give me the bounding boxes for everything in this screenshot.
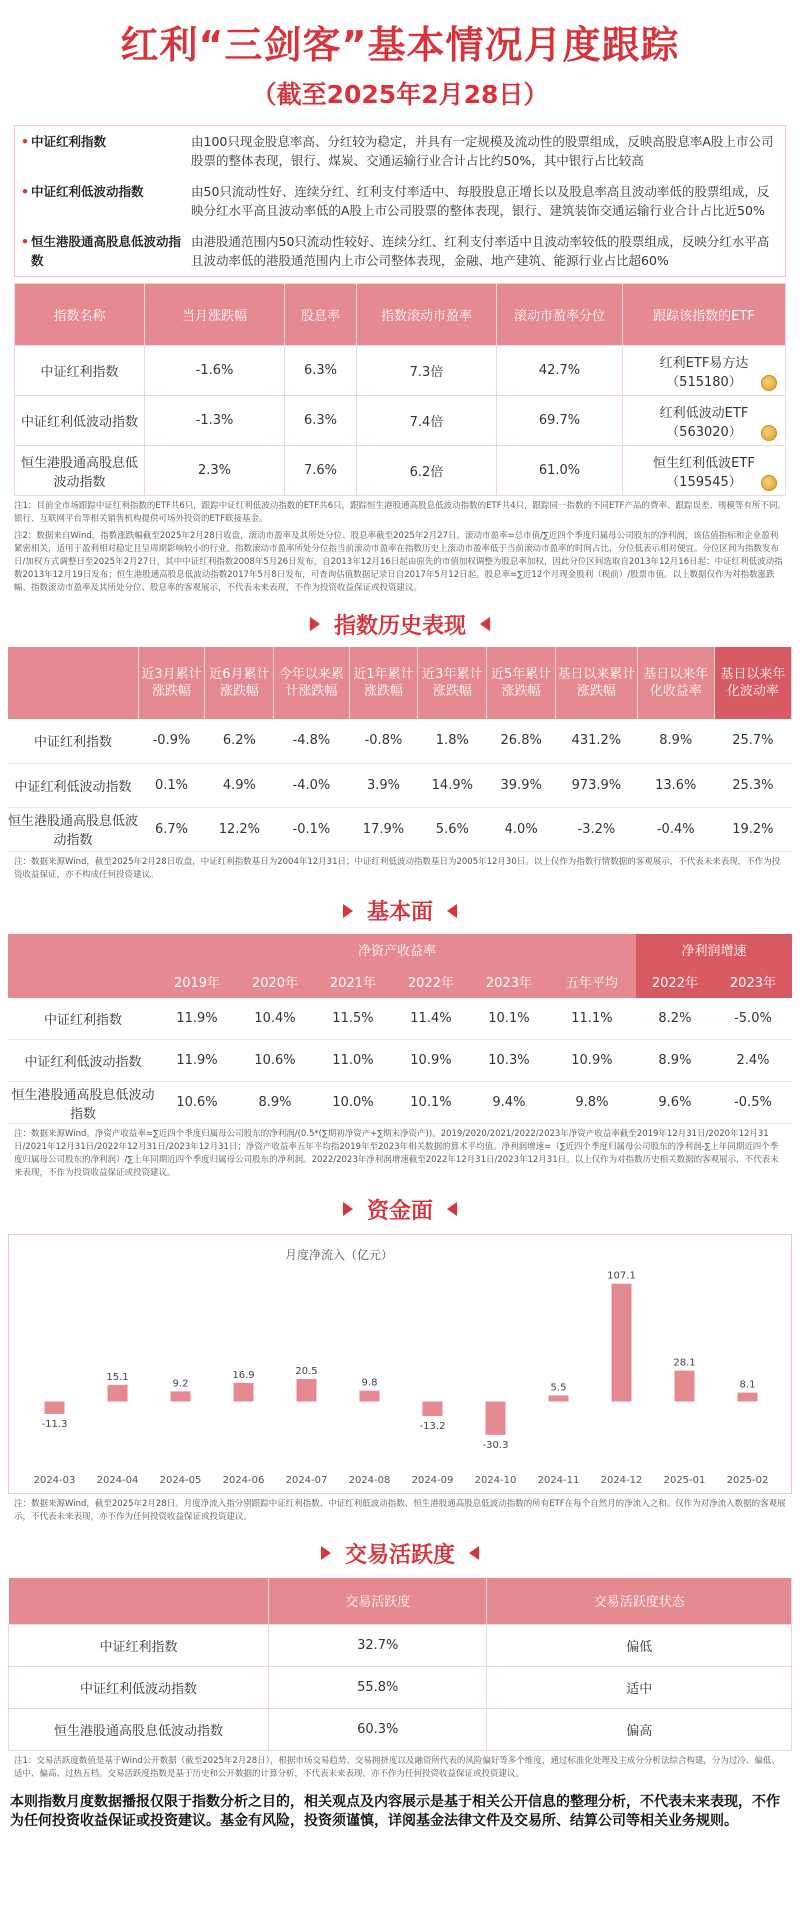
cell: 10.1% bbox=[470, 998, 548, 1040]
bar-2025-02 bbox=[738, 1393, 758, 1402]
bar-2024-03 bbox=[45, 1402, 65, 1414]
index-name: 恒生港股通高股息低波动指数 bbox=[9, 1708, 269, 1750]
cell: 39.9% bbox=[487, 763, 556, 807]
cell: 5.6% bbox=[418, 807, 487, 851]
cell: -0.8% bbox=[349, 719, 418, 763]
dividend-yield: 6.3% bbox=[285, 396, 357, 446]
col-header: 2021年 bbox=[314, 966, 392, 998]
index-name: 中证红利低波动指数 bbox=[8, 1040, 158, 1082]
x-tick-label: 2024-03 bbox=[33, 1475, 76, 1486]
col-header: 2019年 bbox=[158, 966, 236, 998]
cell: 12.2% bbox=[205, 807, 274, 851]
net-inflow-chart-svg bbox=[9, 1235, 793, 1495]
triangle-left-icon bbox=[447, 1202, 457, 1216]
index-name: 中证红利指数 bbox=[8, 998, 158, 1040]
col-header: 交易活跃度状态 bbox=[487, 1578, 792, 1624]
section-header-fundamentals bbox=[0, 896, 800, 926]
data-label: 9.8 bbox=[361, 1377, 378, 1389]
col-header: 股息率 bbox=[285, 284, 357, 346]
col-header: 基日以来年化波动率 bbox=[714, 647, 791, 719]
section-title: 基本面 bbox=[366, 900, 433, 925]
activity-note: 注1：交易活跃度数值是基于Wind公开数据（截至2025年2月28日），根据市场交易趋势、交易拥挤度以及融资所代表的风险偏好等多个维度，通过标准化处理及主成分分析法综合构建，分为过冷、偏低、适中、偏高、过热五档。交易活跃度指数是基于历史和公开数据的计算分析，不代表未来表现，亦不作为任何投资收益保证或投资建议。 bbox=[14, 1755, 780, 1779]
cell: -0.5% bbox=[714, 1082, 792, 1124]
col-header-empty bbox=[8, 647, 138, 719]
col-header: 2023年 bbox=[714, 966, 792, 998]
activity-status: 偏高 bbox=[487, 1708, 792, 1750]
footnote-2: 注2：数据来自Wind，指数涨跌幅截至2025年2月28日收盘，滚动市盈率及其所处分位、股息率截至2025年2月27日。滚动市盈率=总市值/∑近四个季度归属母公司股东的净利润，该估值指标和企业盈利紧密相关，适用于盈利相对稳定且呈周期影响较小的行业。指数滚动市盈率所处分位指当前滚动市盈率在指数历史上滚动市盈率低于当前滚动市盈率的时间占比，分位低表示相对便宜。分位区间为指数发布日/加权方式调整日至2025年2月27日，其中中证红利指数2008年5月26日发布，自2013年12月16日起由原先的市值加权调整为股息率加权，因此分位区间选取自2013年12月16日起；中证红利低波动指数2013年12月19日发布；恒生港股通高股息低波动指数2017年5月8日发布，可查询估值数据记录日自2017年5月12日起。股息率=∑近12个月现金股利（税前）/股票市值。以上数据仅作为对指数涨跌幅、指数滚动市盈率及其所处分位、股息率的客观展示，不代表未来表现，不作为投资收益保证或投资建议。 bbox=[14, 531, 783, 593]
triangle-left-icon bbox=[447, 904, 457, 918]
monthly-change: -1.6% bbox=[145, 346, 285, 396]
data-label: 107.1 bbox=[607, 1270, 636, 1282]
bar-2024-12 bbox=[612, 1284, 632, 1402]
history-table bbox=[8, 647, 792, 852]
table-row bbox=[15, 446, 786, 496]
cell: -4.8% bbox=[274, 719, 349, 763]
index-name: 恒生港股通高股息低波动指数 bbox=[8, 1082, 158, 1124]
data-label: -11.3 bbox=[41, 1418, 68, 1430]
col-header-empty bbox=[8, 934, 158, 966]
medal-icon bbox=[761, 375, 777, 391]
dividend-yield: 7.6% bbox=[285, 446, 357, 496]
etf-cell[interactable] bbox=[623, 346, 786, 396]
table-row bbox=[8, 807, 792, 851]
cell: 8.2% bbox=[636, 998, 714, 1040]
index-descriptions bbox=[14, 125, 786, 277]
cell: 6.2% bbox=[205, 719, 274, 763]
col-header: 2020年 bbox=[236, 966, 314, 998]
cell: 11.5% bbox=[314, 998, 392, 1040]
section-header-flows bbox=[0, 1194, 800, 1224]
col-header: 近3月累计涨跌幅 bbox=[138, 647, 205, 719]
triangle-right-icon bbox=[343, 1202, 353, 1216]
flows-note: 注：数据来源Wind，截至2025年2月28日。月度净流入指分别跟踪中证红利指数、中证红利低波动指数、恒生港股通高股息低波动指数的所有ETF在每个自然月的净流入之和。仅作为对净流入数据的客观展示，不代表未来表现，亦不作为任何投资收益保证或投资建议。 bbox=[14, 1499, 786, 1522]
cell: -0.1% bbox=[274, 807, 349, 851]
pe-percentile: 61.0% bbox=[497, 446, 623, 496]
footnote-1: 注1：目前全市场跟踪中证红利指数的ETF共6只，跟踪中证红利低波动指数的ETF共6只，跟踪恒生港股通高股息低波动指数的ETF共4只，跟踪同一指数的不同ETF产品的费率、跟踪误差、规模等有所不同。银行、互联网平台等相关销售机构提供可场外投资的ETF联接基金。 bbox=[14, 501, 786, 524]
desc-text: 由100只现金股息率高、分红较为稳定，并具有一定规模及流动性的股票组成，反映高股息率A股上市公司股票的整体表现，银行、煤炭、交通运输行业合计占比约50%，其中银行占比较高 bbox=[191, 134, 774, 168]
cell: 8.9% bbox=[637, 719, 714, 763]
x-tick-label: 2025-02 bbox=[726, 1475, 769, 1486]
cell: 10.1% bbox=[392, 1082, 470, 1124]
section-title: 资金面 bbox=[366, 1198, 433, 1224]
activity-table bbox=[8, 1578, 792, 1751]
net-inflow-chart bbox=[8, 1234, 792, 1494]
data-label: -30.3 bbox=[482, 1439, 509, 1451]
cell: -0.4% bbox=[637, 807, 714, 851]
table-row bbox=[8, 763, 792, 807]
col-header: 五年平均 bbox=[548, 966, 636, 998]
index-name: 中证红利低波动指数 bbox=[15, 396, 145, 446]
cell: 19.2% bbox=[714, 807, 791, 851]
activity-value: 32.7% bbox=[269, 1624, 487, 1666]
cell: 11.4% bbox=[392, 998, 470, 1040]
table-row bbox=[9, 1666, 792, 1708]
page-subtitle: （截至2025年2月28日） bbox=[251, 80, 549, 109]
cell: 973.9% bbox=[556, 763, 638, 807]
col-header: 基日以来累计涨跌幅 bbox=[556, 647, 638, 719]
data-label: 15.1 bbox=[106, 1371, 129, 1383]
index-name: 中证红利低波动指数 bbox=[8, 763, 138, 807]
index-name: 中证红利指数 bbox=[15, 346, 145, 396]
cell: 9.4% bbox=[470, 1082, 548, 1124]
cell: 4.0% bbox=[487, 807, 556, 851]
table-row bbox=[8, 998, 792, 1040]
activity-value: 55.8% bbox=[269, 1666, 487, 1708]
cell: 10.0% bbox=[314, 1082, 392, 1124]
desc-name: • 中证红利低波动指数 bbox=[21, 182, 191, 220]
desc-name: • 恒生港股通高股息低波动指数 bbox=[21, 232, 191, 270]
index-name: 中证红利指数 bbox=[8, 719, 138, 763]
cell: 14.9% bbox=[418, 763, 487, 807]
cell: 11.9% bbox=[158, 998, 236, 1040]
history-note: 注：数据来源Wind，截至2025年2月28日收盘，中证红利指数基日为2004年12月31日；中证红利低波动指数基日为2005年12月30日。以上仅作为指数行情数据的客观展示，不代表未来表现，不作为投资收益保证，亦不构成任何投资建议。 bbox=[14, 856, 781, 880]
monthly-change: 2.3% bbox=[145, 446, 285, 496]
x-tick-label: 2024-09 bbox=[411, 1475, 454, 1486]
bar-2024-08 bbox=[360, 1391, 380, 1402]
section-title: 交易活跃度 bbox=[344, 1542, 455, 1568]
triangle-left-icon bbox=[469, 1546, 479, 1560]
x-tick-label: 2024-08 bbox=[348, 1475, 391, 1486]
etf-cell[interactable] bbox=[623, 446, 786, 496]
col-header: 近3年累计涨跌幅 bbox=[418, 647, 487, 719]
overview-table bbox=[14, 283, 786, 496]
activity-value: 60.3% bbox=[269, 1708, 487, 1750]
desc-text: 由50只流动性好、连续分红、红利支付率适中、每股股息正增长以及股息率高且波动率低的股票组成，反映分红水平高且波动率低的A股上市公司股票的整体表现，银行、建筑装饰交通运输行业合计占比近50% bbox=[191, 184, 770, 218]
cell: 6.7% bbox=[138, 807, 205, 851]
desc-row bbox=[15, 226, 785, 276]
pe-percentile: 69.7% bbox=[497, 396, 623, 446]
group-header-roe: 净资产收益率 bbox=[158, 934, 636, 966]
activity-status: 偏低 bbox=[487, 1624, 792, 1666]
col-header: 指数名称 bbox=[15, 284, 145, 346]
activity-status: 适中 bbox=[487, 1666, 792, 1708]
section-header-history bbox=[0, 609, 800, 639]
bar-2024-09 bbox=[423, 1402, 443, 1417]
data-label: 20.5 bbox=[295, 1365, 318, 1377]
etf-code: （563020） bbox=[666, 424, 742, 440]
fundamentals-note: 注：数据来源Wind。净资产收益率=∑近四个季度归属母公司股东的净利润/(0.5*(∑期初净资产+∑期末净资产))。2019/2020/2021/2022/2023年净资产收益率截至2019年12月31日/2020年12月31日/2021年12月31日/2022年12月31日/2023年12月31日；净资产收益率五年平均指2019年至2023年相关数据的算术平均值。净利润增速=（∑近四个季度归属母公司股东的净利润-∑上年同期近四个季度归属母公司股东的净利润）/∑上年同期近四个季度归属母公司股东的净利润。2022/2023年净利润增速截至2022年12月31日/2023年12月31日。以上仅作为对指数历史相关数据的客观展示，不代表未来表现，不作为投资收益保证或投资建议。 bbox=[14, 1129, 779, 1178]
cell: 26.8% bbox=[487, 719, 556, 763]
cell: 25.7% bbox=[714, 719, 791, 763]
bar-2024-07 bbox=[297, 1379, 317, 1402]
col-header: 近6月累计涨跌幅 bbox=[205, 647, 274, 719]
col-header: 2023年 bbox=[470, 966, 548, 998]
bar-2024-11 bbox=[549, 1395, 569, 1401]
x-tick-label: 2025-01 bbox=[663, 1475, 706, 1486]
bar-2024-06 bbox=[234, 1383, 254, 1402]
index-name: 恒生港股通高股息低波动指数 bbox=[8, 807, 138, 851]
cell: 9.6% bbox=[636, 1082, 714, 1124]
dividend-yield: 6.3% bbox=[285, 346, 357, 396]
col-header: 交易活跃度 bbox=[269, 1578, 487, 1624]
section-title: 指数历史表现 bbox=[333, 613, 466, 639]
index-name: 中证红利指数 bbox=[9, 1624, 269, 1666]
page-title: 红利“三剑客”基本情况月度跟踪 bbox=[120, 23, 680, 67]
table-row bbox=[8, 1082, 792, 1124]
cell: 4.9% bbox=[205, 763, 274, 807]
x-tick-label: 2024-07 bbox=[285, 1475, 328, 1486]
cell: 0.1% bbox=[138, 763, 205, 807]
monthly-change: -1.3% bbox=[145, 396, 285, 446]
col-header: 滚动市盈率分位 bbox=[497, 284, 623, 346]
index-name: 中证红利低波动指数 bbox=[9, 1666, 269, 1708]
cell: 11.0% bbox=[314, 1040, 392, 1082]
etf-name: 恒生红利低波ETF bbox=[653, 455, 755, 471]
col-header: 当月涨跌幅 bbox=[145, 284, 285, 346]
cell: 10.4% bbox=[236, 998, 314, 1040]
cell: 8.9% bbox=[636, 1040, 714, 1082]
col-header: 近1年累计涨跌幅 bbox=[349, 647, 418, 719]
desc-text: 由港股通范围内50只流动性较好、连续分红、红利支付率适中且波动率较低的股票组成，反映分红水平高且波动率低的港股通范围内上市公司整体表现，金融、地产建筑、能源行业占比超60% bbox=[191, 234, 770, 268]
table-row bbox=[9, 1624, 792, 1666]
cell: -5.0% bbox=[714, 998, 792, 1040]
rolling-pe: 7.3倍 bbox=[357, 346, 497, 396]
col-header: 2022年 bbox=[636, 966, 714, 998]
group-header-profit-growth: 净利润增速 bbox=[636, 934, 792, 966]
disclaimer: 本则指数月度数据播报仅限于指数分析之目的，相关观点及内容展示是基于相关公开信息的整理分析，不代表未来表现，不作为任何投资收益保证或投资建议。基金有风险，投资须谨慎，详阅基金法律文件及交易所、结算公司等相关业务规则。 bbox=[10, 1793, 780, 1829]
cell: 10.6% bbox=[236, 1040, 314, 1082]
x-tick-label: 2024-12 bbox=[600, 1475, 643, 1486]
data-label: -13.2 bbox=[419, 1421, 446, 1433]
cell: 2.4% bbox=[714, 1040, 792, 1082]
triangle-right-icon bbox=[343, 904, 353, 918]
etf-name: 红利ETF易方达 bbox=[659, 355, 749, 371]
desc-name: • 中证红利指数 bbox=[21, 132, 191, 170]
col-header: 今年以来累计涨跌幅 bbox=[274, 647, 349, 719]
table-row bbox=[15, 396, 786, 446]
desc-row bbox=[15, 176, 785, 226]
etf-code: （515180） bbox=[666, 374, 742, 390]
cell: 10.9% bbox=[392, 1040, 470, 1082]
cell: 8.9% bbox=[236, 1082, 314, 1124]
cell: -3.2% bbox=[556, 807, 638, 851]
col-header-empty bbox=[9, 1578, 269, 1624]
cell: 11.9% bbox=[158, 1040, 236, 1082]
data-label: 5.5 bbox=[550, 1382, 567, 1394]
bar-2024-10 bbox=[486, 1402, 506, 1435]
cell: 3.9% bbox=[349, 763, 418, 807]
x-tick-label: 2024-05 bbox=[159, 1475, 202, 1486]
cell: -0.9% bbox=[138, 719, 205, 763]
cell: 10.6% bbox=[158, 1082, 236, 1124]
cell: 10.9% bbox=[548, 1040, 636, 1082]
table-row bbox=[9, 1708, 792, 1750]
cell: 11.1% bbox=[548, 998, 636, 1040]
triangle-right-icon bbox=[310, 617, 320, 631]
col-header: 基日以来年化收益率 bbox=[637, 647, 714, 719]
table-row bbox=[15, 346, 786, 396]
cell: 431.2% bbox=[556, 719, 638, 763]
cell: 17.9% bbox=[349, 807, 418, 851]
chart-title: 月度净流入（亿元） bbox=[284, 1248, 394, 1262]
x-tick-label: 2024-11 bbox=[537, 1475, 580, 1486]
medal-icon bbox=[761, 475, 777, 491]
col-header: 近5年累计涨跌幅 bbox=[487, 647, 556, 719]
cell: 10.3% bbox=[470, 1040, 548, 1082]
etf-code: （159545） bbox=[666, 474, 742, 490]
data-label: 16.9 bbox=[232, 1369, 255, 1381]
data-label: 9.2 bbox=[172, 1378, 189, 1390]
cell: 9.8% bbox=[548, 1082, 636, 1124]
x-tick-label: 2024-04 bbox=[96, 1475, 139, 1486]
index-name: 恒生港股通高股息低波动指数 bbox=[15, 446, 145, 496]
col-header: 2022年 bbox=[392, 966, 470, 998]
cell: 25.3% bbox=[714, 763, 791, 807]
col-header: 跟踪该指数的ETF bbox=[623, 284, 786, 346]
data-label: 28.1 bbox=[673, 1357, 696, 1369]
col-header: 指数滚动市盈率 bbox=[357, 284, 497, 346]
cell: 1.8% bbox=[418, 719, 487, 763]
fundamentals-table bbox=[8, 934, 792, 1125]
table-row bbox=[8, 719, 792, 763]
pe-percentile: 42.7% bbox=[497, 346, 623, 396]
rolling-pe: 6.2倍 bbox=[357, 446, 497, 496]
cell: 13.6% bbox=[637, 763, 714, 807]
rolling-pe: 7.4倍 bbox=[357, 396, 497, 446]
triangle-right-icon bbox=[321, 1546, 331, 1560]
table-row bbox=[8, 1040, 792, 1082]
desc-row bbox=[15, 126, 785, 176]
etf-cell[interactable] bbox=[623, 396, 786, 446]
bar-2024-04 bbox=[108, 1385, 128, 1402]
x-tick-label: 2024-06 bbox=[222, 1475, 265, 1486]
x-tick-label: 2024-10 bbox=[474, 1475, 517, 1486]
medal-icon bbox=[761, 425, 777, 441]
cell: -4.0% bbox=[274, 763, 349, 807]
data-label: 8.1 bbox=[739, 1379, 756, 1391]
etf-name: 红利低波动ETF bbox=[659, 405, 749, 421]
section-header-activity bbox=[0, 1538, 800, 1568]
triangle-left-icon bbox=[480, 617, 490, 631]
bar-2025-01 bbox=[675, 1371, 695, 1402]
bar-2024-05 bbox=[171, 1391, 191, 1401]
col-header-empty bbox=[8, 966, 158, 998]
